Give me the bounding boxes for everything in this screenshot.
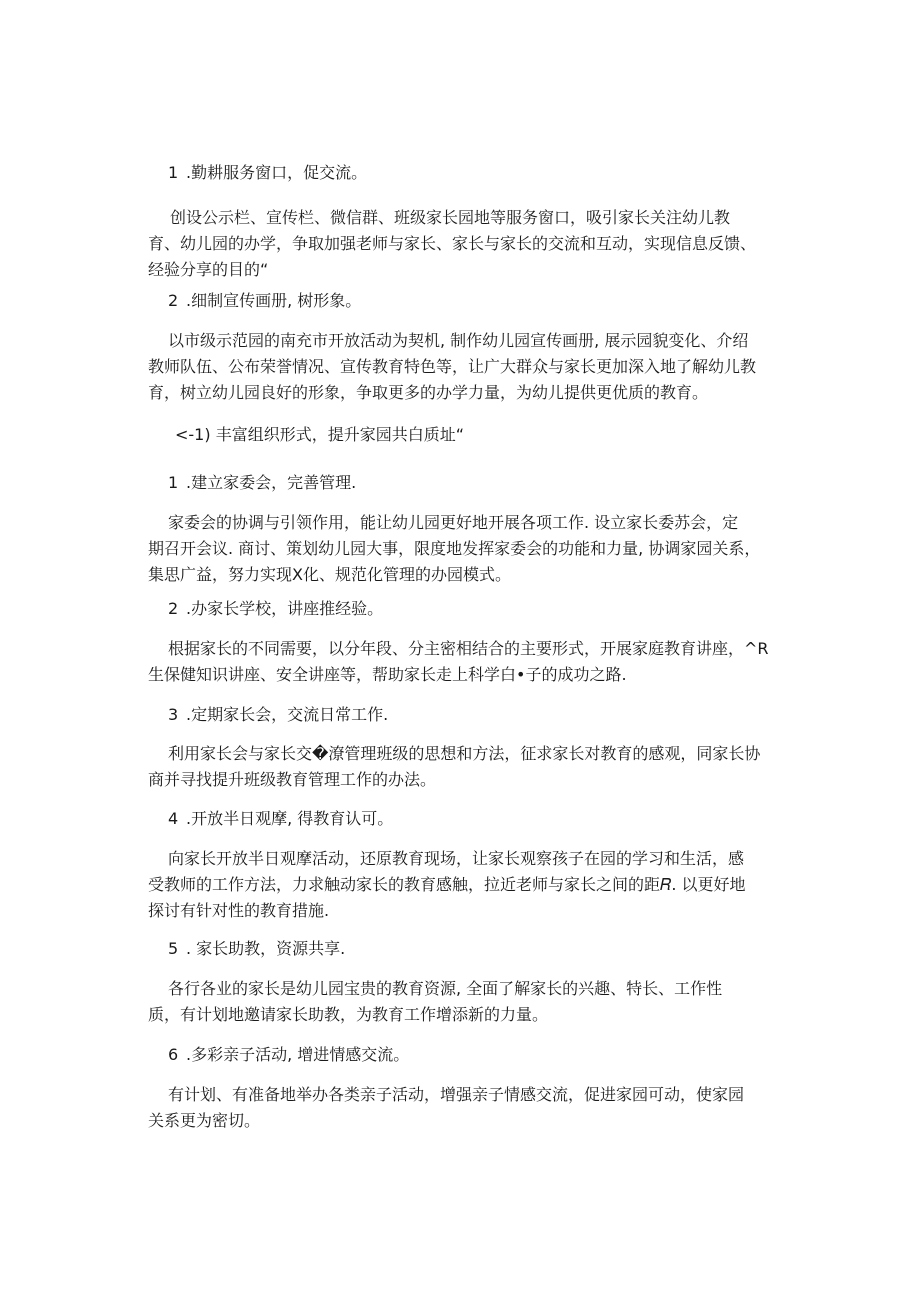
paragraph xyxy=(148,1082,788,1134)
item-heading xyxy=(168,288,788,314)
paragraph xyxy=(148,846,788,924)
item-number: 4 xyxy=(168,809,179,828)
paragraph-line: 受教师的工作方法，力求触动家长的教育感触，拉近老师与家长之间的距𝑅. 以更好地 xyxy=(148,875,746,894)
section-subheading: <-1) 丰富组织形式，提升家园共白质址“ xyxy=(175,425,464,444)
paragraph-line: 关系更为密切。 xyxy=(148,1111,261,1130)
paragraph-line: 创设公示栏、宣传栏、微信群、班级家长园地等服务窗口，吸引家长关注幼儿教 xyxy=(170,208,731,227)
item-heading xyxy=(168,1042,788,1068)
item-title: . 家长助教，资源共享. xyxy=(186,939,346,958)
item-heading xyxy=(168,806,788,832)
item-number: 2 xyxy=(168,599,179,618)
item-number: 2 xyxy=(168,291,179,310)
paragraph-line: 探讨有针对性的教育措施. xyxy=(148,901,330,920)
item-title: .开放半日观摩, 得教育认可。 xyxy=(186,809,394,828)
paragraph-line: 期召开会议. 商讨、策划幼儿园大事，限度地发挥家委会的功能和力量, 协调家园关系， xyxy=(148,539,761,558)
item-title: .细制宣传画册, 树形象。 xyxy=(186,291,362,310)
item-number: 6 xyxy=(168,1045,179,1064)
paragraph-line: 生保健知识讲座、安全讲座等，帮助家长走上科学白•子的成功之路. xyxy=(148,665,627,684)
paragraph-line: 有计划、有准备地举办各类亲子活动，增强亲子情感交流，促进家园可动，使家园 xyxy=(168,1085,745,1104)
item-title: .多彩亲子活动, 增进情感交流。 xyxy=(186,1045,410,1064)
paragraph-line: 集思广益，努力实现X化、规范化管理的办园模式。 xyxy=(148,565,511,584)
paragraph xyxy=(148,205,788,283)
paragraph xyxy=(148,741,788,793)
item-heading xyxy=(168,936,788,962)
paragraph-line: 教师队伍、公布荣誉情况、宣传教育特色等，让广大群众与家长更加深入地了解幼儿教 xyxy=(148,357,757,376)
paragraph xyxy=(148,510,788,588)
item-title: .建立家委会，完善管理. xyxy=(186,473,357,492)
item-heading xyxy=(168,702,788,728)
paragraph xyxy=(148,328,788,406)
item-number: 1 xyxy=(168,163,179,182)
item-heading xyxy=(168,160,788,186)
paragraph-line: 经验分享的目的“ xyxy=(148,260,269,279)
item-heading xyxy=(168,470,788,496)
paragraph-line: 利用家长会与家长交�潦管理班级的思想和方法，征求家长对教育的感观，同家长协 xyxy=(168,744,761,763)
item-number: 5 xyxy=(168,939,179,958)
paragraph-line: 向家长开放半日观摩活动，还原教育现场，让家长观察孩子在园的学习和生活，感 xyxy=(168,849,745,868)
paragraph-line: 育，树立幼儿园良好的形象，争取更多的办学力量，为幼儿提供更优质的教育。 xyxy=(148,383,709,402)
paragraph-line: 质，有计划地邀请家长助教，为教育工作增添新的力量。 xyxy=(148,1005,549,1024)
item-heading xyxy=(168,596,788,622)
item-title: .办家长学校，讲座推经验。 xyxy=(186,599,384,618)
paragraph xyxy=(148,636,788,688)
paragraph-line: 各行各业的家长是幼儿园宝贵的教育资源, 全面了解家长的兴趣、特长、工作性 xyxy=(168,979,723,998)
paragraph-line: 根据家长的不同需要，以分年段、分主密相结合的主要形式，开展家庭教育讲座，^R xyxy=(168,639,769,658)
paragraph-line: 家委会的协调与引领作用，能让幼儿园更好地开展各项工作. 设立家长委苏会，定 xyxy=(168,513,739,532)
paragraph-line: 商并寻找提升班级教育管理工作的办法。 xyxy=(148,770,437,789)
item-number: 3 xyxy=(168,705,179,724)
paragraph-line: 以市级示范园的南充市开放活动为契机, 制作幼儿园宣传画册, 展示园貌变化、介绍 xyxy=(168,331,749,350)
item-title: .定期家长会，交流日常工作. xyxy=(186,705,389,724)
paragraph-line: 育、幼儿园的办学，争取加强老师与家长、家长与家长的交流和互动，实现信息反馈、 xyxy=(148,234,757,253)
item-title: .勤耕服务窗口，促交流。 xyxy=(186,163,368,182)
paragraph xyxy=(148,976,788,1028)
item-number: 1 xyxy=(168,473,179,492)
